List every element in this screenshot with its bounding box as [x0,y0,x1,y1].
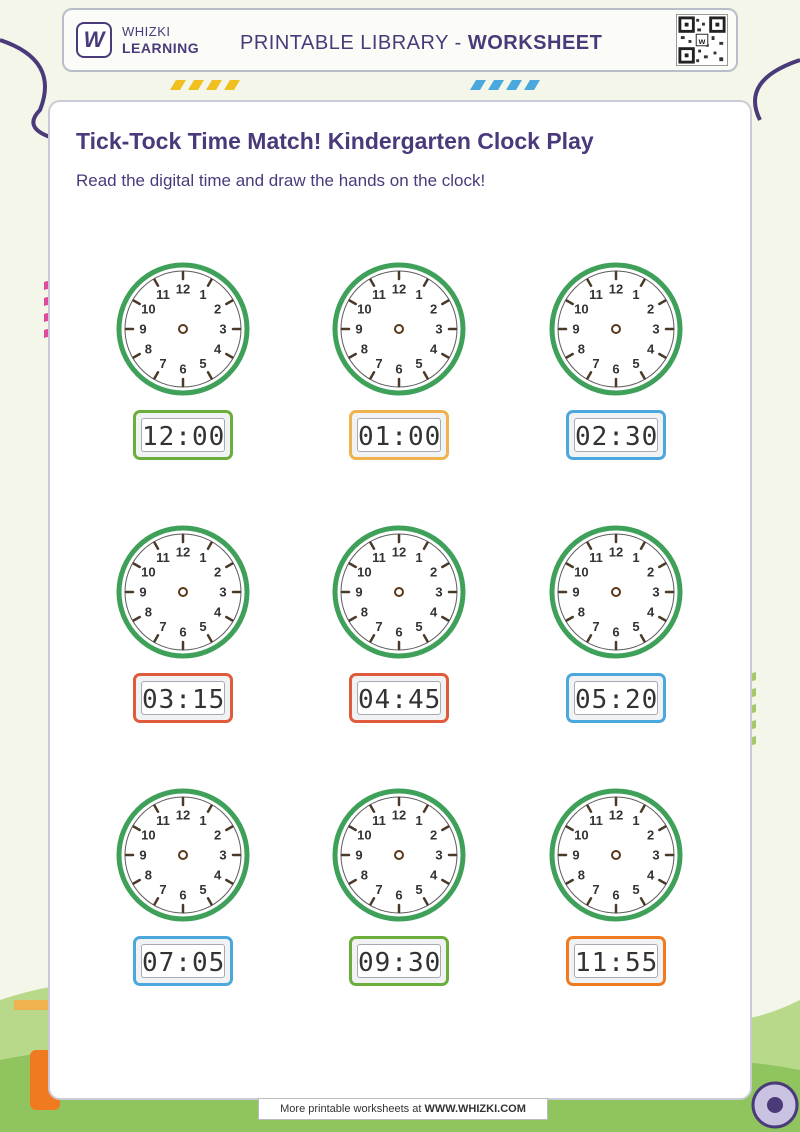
clock-number: 6 [179,361,187,377]
clock-number: 10 [574,827,589,843]
digital-time-text: 02:30 [574,418,658,452]
clock-number: 7 [375,356,383,372]
digital-time-text: 07:05 [141,944,225,978]
yellow-dashes-decoration [166,80,256,90]
clock-center-pin [395,588,403,596]
clock-number: 1 [632,812,640,828]
clock-number: 2 [646,827,655,843]
clock-center-pin [612,588,620,596]
clock-number: 3 [652,584,660,600]
clock-number: 9 [355,321,363,337]
clock-number: 10 [141,827,156,843]
clock-number: 5 [632,356,640,372]
clock-number: 6 [179,887,187,903]
analog-clock-face[interactable] [116,788,250,922]
clock-number: 4 [646,604,655,620]
clock-number: 6 [612,361,620,377]
clock-number: 3 [219,584,227,600]
clock-center-pin [395,325,403,333]
footer-link[interactable]: More printable worksheets at WWW.WHIZKI.COM [258,1098,548,1120]
clock-number: 7 [159,356,167,372]
clock-number: 2 [213,827,222,843]
clock-number: 6 [612,624,620,640]
clock-number: 12 [391,281,407,297]
clock-number: 1 [199,812,207,828]
digital-time-display [349,410,449,460]
clock-number: 9 [355,584,363,600]
clock-number: 4 [646,867,655,883]
digital-time-text: 11:55 [574,944,658,978]
analog-clock-face[interactable] [332,262,466,396]
digital-time-display [349,936,449,986]
clock-number: 11 [156,549,170,565]
clock-number: 11 [589,286,603,302]
qr-code-icon [676,14,728,66]
clock-number: 3 [219,847,227,863]
header-bar [62,8,738,72]
analog-clock-face[interactable] [116,262,250,396]
clock-number: 9 [572,321,580,337]
analog-clock-face[interactable] [332,788,466,922]
clock-number: 12 [608,807,624,823]
clock-number: 4 [646,341,655,357]
clock-number: 12 [608,544,624,560]
clock-number: 7 [592,356,600,372]
clock-number: 8 [577,341,586,357]
clock-number: 12 [175,807,191,823]
clock-number: 6 [179,624,187,640]
digital-time-display [566,410,666,460]
analog-clock-face[interactable] [332,525,466,659]
clock-number: 9 [139,321,147,337]
analog-clock-face[interactable] [549,525,683,659]
clock-number: 8 [360,867,369,883]
clock-number: 11 [372,286,386,302]
clock-number: 3 [435,321,443,337]
worksheet-instruction: Read the digital time and draw the hands on the clock! [76,171,486,190]
clock-number: 11 [589,549,603,565]
clock-number: 6 [395,624,403,640]
clock-number: 10 [357,301,372,317]
clock-number: 1 [415,812,423,828]
clock-number: 9 [355,847,363,863]
clock-number: 4 [429,341,438,357]
clock-number: 11 [156,812,170,828]
clock-number: 8 [577,604,586,620]
clock-number: 11 [589,812,603,828]
clock-number: 4 [213,341,222,357]
clock-number: 12 [391,544,407,560]
clock-number: 5 [632,882,640,898]
clock-number: 9 [572,584,580,600]
clock-number: 7 [375,882,383,898]
clock-number: 5 [415,619,423,635]
clock-number: 10 [574,564,589,580]
clock-number: 8 [144,341,153,357]
clock-number: 2 [646,564,655,580]
clock-number: 1 [632,286,640,302]
digital-time-display [133,673,233,723]
clock-number: 6 [395,361,403,377]
digital-time-text: 12:00 [141,418,225,452]
clock-number: 1 [415,286,423,302]
clock-number: 6 [612,887,620,903]
clock-number: 7 [159,882,167,898]
clock-number: 10 [574,301,589,317]
clock-number: 5 [415,356,423,372]
clock-number: 2 [213,564,222,580]
brand-name-bottom: LEARNING [122,40,200,56]
clock-number: 7 [375,619,383,635]
analog-clock-face[interactable] [116,525,250,659]
clock-number: 7 [159,619,167,635]
digital-time-display [133,410,233,460]
clock-number: 3 [435,847,443,863]
analog-clock-face[interactable] [549,788,683,922]
clock-center-pin [612,851,620,859]
clock-number: 4 [429,604,438,620]
clock-number: 8 [144,867,153,883]
clock-number: 11 [156,286,170,302]
clock-number: 1 [199,549,207,565]
svg-text:w: w [698,35,706,46]
digital-time-text: 09:30 [357,944,441,978]
clock-number: 7 [592,619,600,635]
clock-center-pin [395,851,403,859]
clock-number: 3 [435,584,443,600]
digital-time-display [566,936,666,986]
clock-number: 10 [141,301,156,317]
clock-number: 9 [572,847,580,863]
clock-number: 10 [141,564,156,580]
clock-number: 6 [395,887,403,903]
worksheet-title: Tick-Tock Time Match! Kindergarten Clock Play [76,128,594,154]
clock-number: 12 [175,281,191,297]
clock-center-pin [179,851,187,859]
clock-number: 3 [652,847,660,863]
clock-number: 2 [646,301,655,317]
clock-number: 4 [213,867,222,883]
clock-number: 9 [139,584,147,600]
digital-time-display [566,673,666,723]
clock-number: 5 [415,882,423,898]
clock-number: 1 [632,549,640,565]
brand-name-top: WHIZKI [122,24,171,39]
clock-number: 2 [213,301,222,317]
digital-time-display [133,936,233,986]
analog-clock-face[interactable] [549,262,683,396]
clock-number: 8 [360,341,369,357]
clock-number: 7 [592,882,600,898]
clock-number: 11 [372,549,386,565]
clock-number: 4 [213,604,222,620]
clock-number: 9 [139,847,147,863]
clock-number: 8 [144,604,153,620]
clock-number: 8 [360,604,369,620]
blue-dashes-decoration [466,80,556,90]
clock-center-pin [612,325,620,333]
clock-number: 1 [415,549,423,565]
clock-center-pin [179,325,187,333]
whizki-logo-icon: W [76,22,112,58]
digital-time-text: 01:00 [357,418,441,452]
clock-number: 5 [199,356,207,372]
digital-time-text: 05:20 [574,681,658,715]
digital-time-text: 03:15 [141,681,225,715]
clock-number: 2 [429,301,438,317]
clock-number: 5 [199,619,207,635]
clock-number: 12 [608,281,624,297]
clock-center-pin [179,588,187,596]
clock-number: 2 [429,827,438,843]
clock-number: 5 [199,882,207,898]
clock-number: 3 [652,321,660,337]
clock-number: 8 [577,867,586,883]
clock-number: 10 [357,827,372,843]
clock-number: 3 [219,321,227,337]
library-label: PRINTABLE LIBRARY - WORKSHEET [240,32,603,54]
digital-time-display [349,673,449,723]
clock-number: 11 [372,812,386,828]
clock-number: 2 [429,564,438,580]
digital-time-text: 04:45 [357,681,441,715]
clock-number: 12 [391,807,407,823]
clock-number: 5 [632,619,640,635]
clock-number: 10 [357,564,372,580]
clock-number: 1 [199,286,207,302]
clock-number: 12 [175,544,191,560]
clock-number: 4 [429,867,438,883]
